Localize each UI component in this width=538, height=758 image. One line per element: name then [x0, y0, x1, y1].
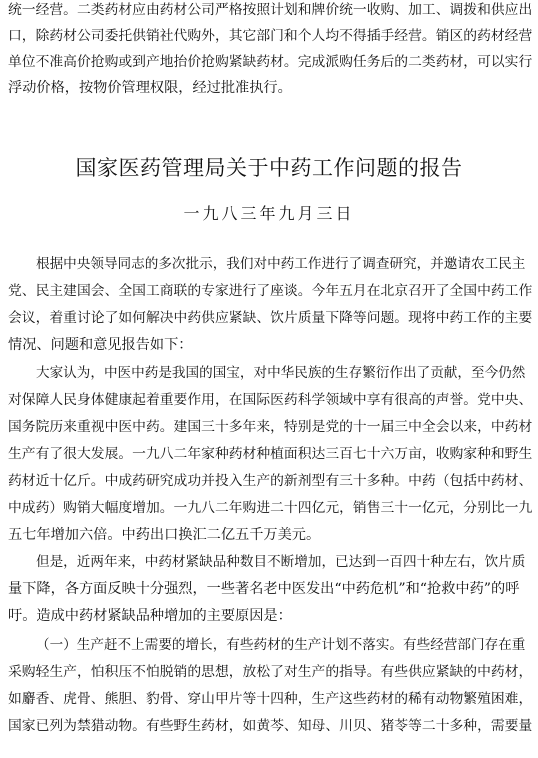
paragraph-line: 量下降，各方面反映十分强烈，一些著名老中医发出“中药危机”和“抢救中药”的呼 [8, 581, 520, 597]
paragraph-line: 口，除药材公司委托供销社代购外，其它部门和个人均不得插手经营。销区的药材经营 [8, 28, 533, 44]
paragraph-line: 如麝香、虎骨、熊胆、豹骨、穿山甲片等十四种，生产这些药材的稀有动物繁殖困难， [8, 691, 533, 707]
report-title: 国家医药管理局关于中药工作问题的报告 [75, 156, 463, 180]
paragraph-line: 生产有了很大发展。一九八二年家种药材种植面积达三百七十六万亩，收购家种和野生 [8, 446, 533, 462]
paragraph-line: 药材近十亿斤。中成药研究成功并投入生产的新剂型有三十多种。中药（包括中药材、 [8, 473, 533, 489]
paragraph-line: 根据中央领导同志的多次批示，我们对中药工作进行了调查研究，并邀请农工民主 [36, 256, 526, 272]
paragraph-line: 国家已列为禁猎动物。有些野生药材，如黄芩、知母、川贝、猪苓等二十多种，需要量 [8, 718, 533, 734]
paragraph-line: （一）生产赶不上需要的增长，有些药材的生产计划不落实。有些经营部门存在重 [36, 637, 526, 653]
paragraph-line: 大家认为，中医中药是我国的国宝，对中华民族的生存繁衍作出了贡献，至今仍然 [36, 365, 526, 381]
paragraph-line: 党、民主建国会、全国工商联的专家进行了座谈。今年五月在北京召开了全国中药工作 [8, 283, 533, 299]
paragraph-line: 单位不准高价抢购或到产地抬价抢购紧缺药材。完成派购任务后的二类药材，可以实行 [8, 54, 533, 70]
paragraph-line: 吁。造成中药材紧缺品种增加的主要原因是： [8, 608, 292, 624]
paragraph-line: 情况、问题和意见报告如下： [8, 337, 193, 353]
paragraph-line: 浮动价格，按物价管理权限，经过批准执行。 [8, 80, 292, 96]
paragraph-line: 会议，着重讨论了如何解决中药供应紧缺、饮片质量下降等问题。现将中药工作的主要 [8, 310, 533, 326]
paragraph-line: 国务院历来重视中医中药。建国三十多年来，特别是党的十一届三中全会以来，中药材 [8, 419, 533, 435]
paragraph-line: 采购轻生产，怕积压不怕脱销的思想，放松了对生产的指导。有些供应紧缺的中药材， [8, 664, 533, 680]
report-date: 一九八三年九月三日 [183, 204, 355, 223]
paragraph-line: 对保障人民身体健康起着重要作用，在国际医药科学领域中享有很高的声誉。党中央、 [8, 392, 533, 408]
paragraph-line: 统一经营。二类药材应由药材公司严格按照计划和牌价统一收购、加工、调拨和供应出 [8, 2, 533, 18]
paragraph-line: 中成药）购销大幅度增加。一九八二年购进二十四亿元，销售三十一亿元，分别比一九 [8, 500, 533, 516]
paragraph-line: 但是，近两年来，中药材紧缺品种数目不断增加，已达到一百四十种左右，饮片质 [36, 554, 526, 570]
paragraph-line: 五七年增加六倍。中药出口换汇二亿五千万美元。 [8, 527, 321, 543]
